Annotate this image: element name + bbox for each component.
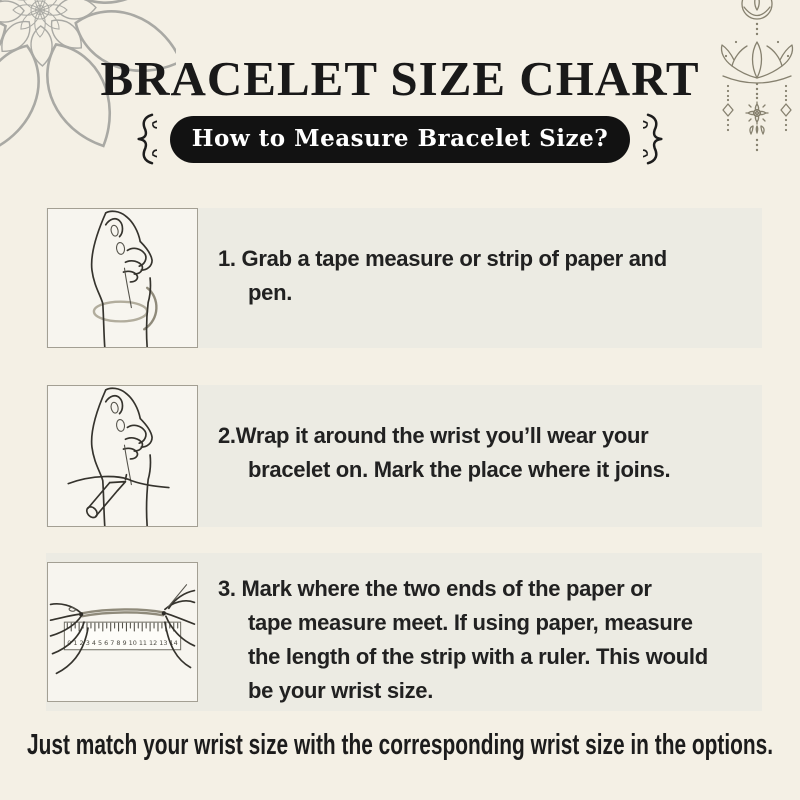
hand-with-pen-icon: [48, 386, 197, 526]
step-3-line-2: tape measure meet. If using paper, measure: [248, 610, 693, 635]
step-3-text: [218, 572, 708, 708]
step-3-illustration-box: [47, 562, 198, 702]
hand-with-bracelet-icon: [48, 209, 197, 347]
step-1-illustration-box: [47, 208, 198, 348]
step-3-line-3: the length of the strip with a ruler. This would: [248, 644, 708, 669]
step-2-line-1: 2.Wrap it around the wrist you’ll wear your: [218, 423, 649, 448]
footer-row: [0, 729, 800, 762]
step-row-2: [46, 385, 762, 527]
right-flourish-icon: [643, 111, 673, 167]
subtitle-badge-row: [0, 111, 800, 167]
ruler-measuring-icon: [48, 563, 197, 701]
step-2-text: [218, 419, 670, 487]
step-2-line-2: bracelet on. Mark the place where it joins.: [248, 457, 671, 482]
step-3-line-4: be your wrist size.: [248, 678, 434, 703]
ruler-numbers: 0 1 2 3 4 5 6 7 8 9 10 11 12 13 14: [67, 638, 178, 647]
footer-note: Just match your wrist size with the corresponding wrist size in the options.: [27, 729, 774, 761]
step-1-line-2: pen.: [248, 280, 293, 305]
step-row-1: [46, 208, 762, 348]
step-1-line-1: 1. Grab a tape measure or strip of paper and: [218, 246, 667, 271]
step-1-text: [218, 242, 667, 310]
left-flourish-icon: [127, 111, 157, 167]
step-row-3: [46, 553, 762, 711]
step-3-line-1: 3. Mark where the two ends of the paper or: [218, 576, 652, 601]
page-title: BRACELET SIZE CHART: [100, 51, 700, 106]
subtitle-badge: How to Measure Bracelet Size?: [170, 116, 630, 163]
step-2-illustration-box: [47, 385, 198, 527]
